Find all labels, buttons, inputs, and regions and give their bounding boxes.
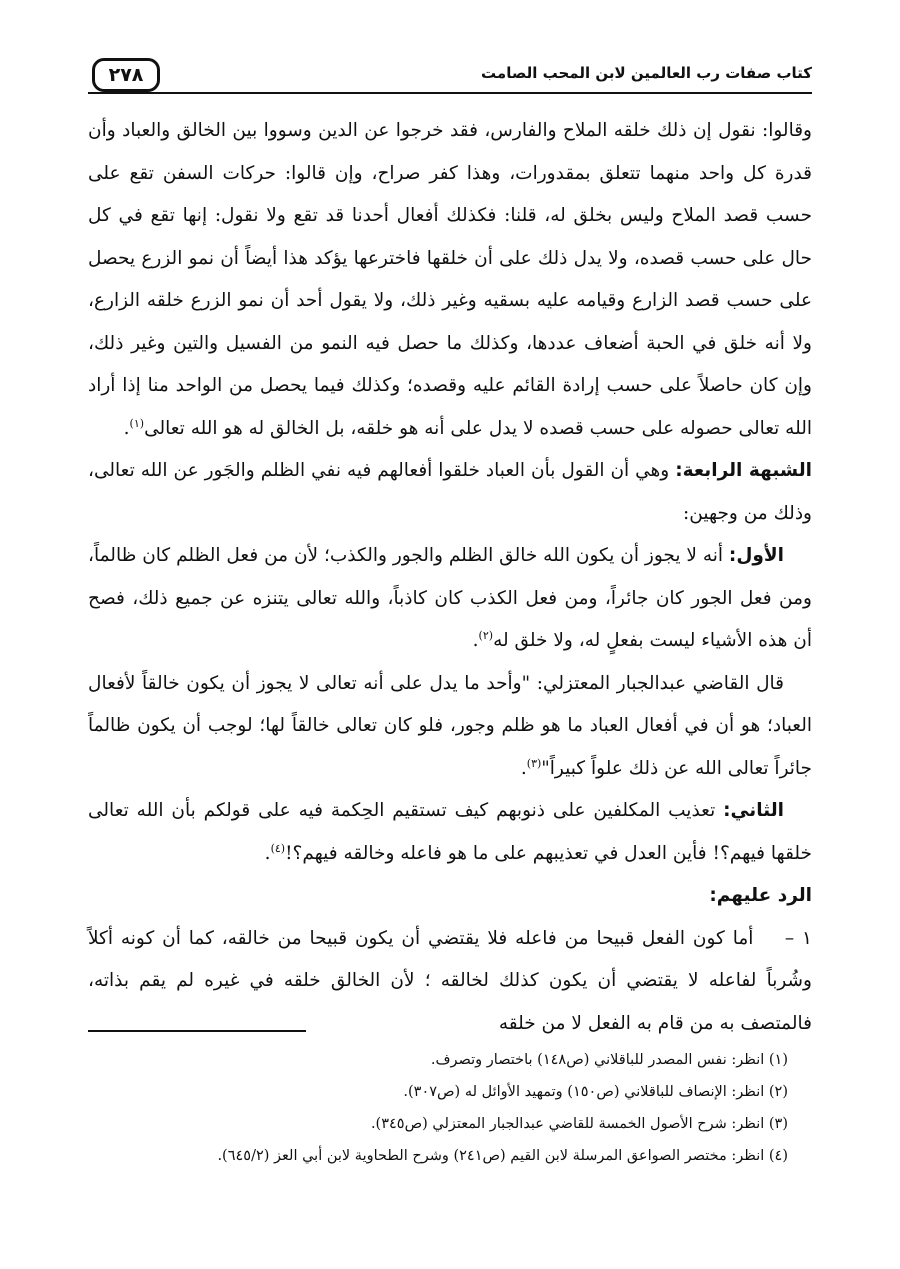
main-text [88, 110, 812, 1045]
footnote: (٢) انظر: الإنصاف للباقلاني (ص١٥٠) وتمهيد الأوائل له (ص٣٠٧). [403, 1084, 788, 1100]
paragraph-text: قال القاضي عبدالجبار المعتزلي: "وأحد ما يدل على أنه تعالى لا يجوز أن يكون خالقاً لأفعال العباد؛ هو أن في أفعال العباد ما هو ظلم وجور، فلو كان تعالى خالقاً لها؛ لوجب أن يكون ظالماً جائراً تعالى الله عن ذلك علواً كبيراً" [88, 672, 812, 779]
footnote: (١) انظر: نفس المصدر للباقلاني (ص١٤٨) باختصار وتصرف. [430, 1052, 788, 1068]
paragraph-text: أنه لا يجوز أن يكون الله خالق الظلم والجور والكذب؛ لأن من فعل الظلم كان ظالماً، ومن فعل الجور كان جائراً، ومن فعل الكذب كان كاذباً، والله تعالى يتنزه عن جميع ذلك، فصح أن هذه الأشياء ليست بفعلٍ له، ولا خلق له [88, 545, 812, 651]
footnote-ref: (٤) [270, 841, 286, 855]
footnote-ref: (٢) [478, 628, 494, 642]
section-heading: الرد عليهم: [709, 885, 812, 906]
paragraph-text: تعذيب المكلفين على ذنوبهم كيف تستقيم الحِكمة فيه على قولكم بأن الله تعالى خلقها فيهم؟! فأين العدل في تعذيبهم على ما هو فاعله وخالقه فيهم؟! [88, 800, 812, 864]
footnote-ref: (١) [129, 416, 145, 430]
paragraph: الثاني: تعذيب المكلفين على ذنوبهم كيف تستقيم الحِكمة فيه على قولكم بأن الله تعالى خلقها فيهم؟! فأين العدل في تعذيبهم على ما هو فاعله وخالقه فيهم؟!$^{(٤)}$. [88, 800, 812, 864]
running-title: كتاب صفات رب العالمين لابن المحب الصامت [481, 64, 812, 82]
footnote-divider [88, 1030, 306, 1032]
item-text: أما كون الفعل قبيحا من فاعله فلا يقتضي أن يكون قبيحا من خالقه، كما أن كونه أكلاً وشُرباً لفاعله لا يقتضي أن يكون كذلك لخالقه ؛ لأن الخالق خلقه في غيره لم يقم بذاته، فالمتصف به من قام به الفعل لا من خلقه [88, 927, 812, 1034]
paragraph-text: وهي أن القول بأن العباد خلقوا أفعالهم فيه نفي الظلم والجَور عن الله تعالى، وذلك من وجهين: [88, 460, 812, 524]
paragraph: قال القاضي عبدالجبار المعتزلي: "وأحد ما يدل على أنه تعالى لا يجوز أن يكون خالقاً لأفعال العباد؛ هو أن في أفعال العباد ما هو ظلم وجور، فلو كان تعالى خالقاً لها؛ لوجب أن يكون ظالماً جائراً تعالى الله عن ذلك علواً كبيراً"$^{(٣)}$. [88, 672, 812, 779]
paragraph: وقالوا: نقول إن ذلك خلقه الملاح والفارس، فقد خرجوا عن الدين وسووا بين الخالق والعباد وأن قدرة كل واحد منهما تتعلق بمقدورات، وهذا كفر صراح، وإن قالوا: حركات السفن تقع على حسب قصد الملاح وليس بخلق له، قلنا: فكذلك أفعال أحدنا قد تقع ولا نقول: إنها تقع في كل حال على حسب قصده، ولا يدل ذلك على أن خلقها فاخترعها يؤكد هذا أيضاً أن نمو الزرع يحصل على حسب قصد الزارع وقيامه عليه بسقيه وغير ذلك، ولا يقول أحد أن نمو الزرع خلقه الزارع، ولا أنه خلق في الحبة أضعاف عددها، وكذلك ما حصل فيه النمو من الفسيل والتين وغير ذلك، وإن كان حاصلاً على حسب إرادة القائم عليه وقصده؛ وكذلك فيما يحصل من الواحد منا إذا أراد الله تعالى حصوله على حسب قصده لا يدل على أنه هو خلقه، بل الخالق له هو الله تعالى$^{(١)}$. [88, 120, 812, 439]
page-header [88, 58, 812, 94]
footnote: (٣) انظر: شرح الأصول الخمسة للقاضي عبدالجبار المعتزلي (ص٣٤٥). [370, 1116, 788, 1132]
section-label: الشبهة الرابعة: [675, 460, 812, 481]
footnote: (٤) انظر: مختصر الصواعق المرسلة لابن القيم (ص٢٤١) وشرح الطحاوية لابن أبي العز (٦٤٥/٢). [217, 1148, 788, 1164]
paragraph [88, 450, 812, 535]
section-label: الأول: [728, 545, 784, 566]
numbered-item [88, 918, 812, 1046]
page-number: ٢٧٨ [92, 58, 160, 92]
item-number: ١ – [784, 927, 812, 949]
paragraph: الأول: أنه لا يجوز أن يكون الله خالق الظلم والجور والكذب؛ لأن من فعل الظلم كان ظالماً، ومن فعل الجور كان جائراً، ومن فعل الكذب كان كاذباً، والله تعالى يتنزه عن جميع ذلك، فصح أن هذه الأشياء ليست بفعلٍ له، ولا خلق له$^{(٢)}$. [88, 545, 812, 651]
section-label: الثاني: [723, 800, 784, 821]
paragraph-text: وقالوا: نقول إن ذلك خلقه الملاح والفارس، فقد خرجوا عن الدين وسووا بين الخالق والعباد وأن قدرة كل واحد منهما تتعلق بمقدورات، وهذا كفر صراح، وإن قالوا: حركات السفن تقع على حسب قصد الملاح وليس بخلق له، قلنا: فكذلك أفعال أحدنا قد تقع ولا نقول: إنها تقع في كل حال على حسب قصده، ولا يدل ذلك على أن خلقها فاخترعها يؤكد هذا أيضاً أن نمو الزرع يحصل على حسب قصد الزارع وقيامه عليه بسقيه وغير ذلك، ولا يقول أحد أن نمو الزرع خلقه الزارع، ولا أنه خلق في الحبة أضعاف عددها، وكذلك ما حصل فيه النمو من الفسيل والتين وغير ذلك، وإن كان حاصلاً على حسب إرادة القائم عليه وقصده؛ وكذلك فيما يحصل من الواحد منا إذا أراد الله تعالى حصوله على حسب قصده لا يدل على أنه هو خلقه، بل الخالق له هو الله تعالى [88, 120, 812, 439]
footnote-list [88, 1044, 788, 1172]
footnote-ref: (٣) [526, 756, 542, 770]
